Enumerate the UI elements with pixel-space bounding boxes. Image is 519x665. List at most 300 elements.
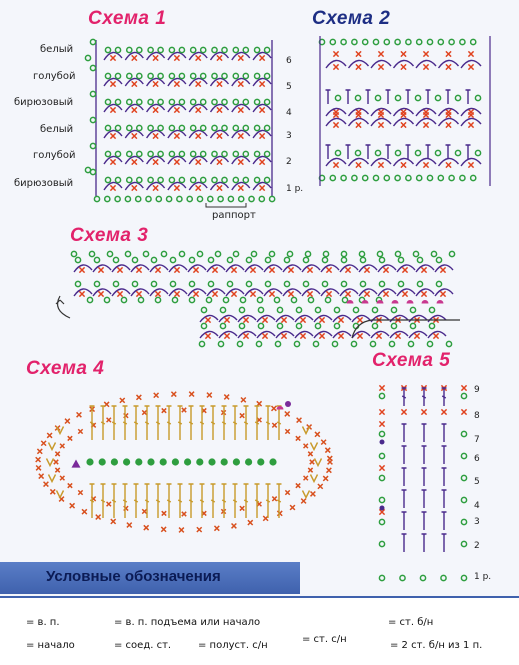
- chain-circle-icon: [259, 196, 264, 201]
- single-crochet-x-icon: [47, 433, 52, 438]
- chain-circle-icon: [212, 47, 217, 52]
- single-crochet-x-icon: [248, 520, 253, 525]
- single-crochet-x-icon: [110, 159, 115, 164]
- single-crochet-x-icon: [308, 452, 312, 456]
- single-crochet-x-icon: [117, 267, 122, 272]
- half-double-crochet-icon: [402, 424, 407, 442]
- single-crochet-x-icon: [269, 291, 274, 296]
- single-crochet-x-icon: [327, 456, 332, 461]
- chain-circle-icon: [233, 177, 238, 182]
- chain-circle-icon: [179, 177, 184, 182]
- half-double-crochet-icon: [422, 468, 427, 486]
- single-crochet-x-icon: [277, 511, 282, 516]
- chain-circle-icon: [137, 177, 142, 182]
- single-crochet-x-icon: [217, 81, 222, 86]
- single-crochet-x-icon: [269, 267, 274, 272]
- chain-circle-icon: [132, 257, 137, 262]
- chain-circle-icon: [137, 73, 142, 78]
- chain-circle-icon: [137, 99, 142, 104]
- chain-circle-icon: [251, 251, 256, 256]
- single-crochet-x-icon: [333, 64, 338, 69]
- chain-circle-icon: [201, 307, 206, 312]
- double-crochet-icon: [101, 406, 106, 440]
- single-crochet-x-icon: [379, 385, 384, 390]
- single-crochet-x-icon: [182, 408, 186, 412]
- chain-circle-icon: [105, 73, 110, 78]
- chain-circle-icon: [410, 307, 415, 312]
- chain-circle-icon: [148, 73, 153, 78]
- chain-circle-icon: [179, 99, 184, 104]
- s3-arrow-right: [352, 320, 460, 338]
- chain-circle-icon: [379, 541, 384, 546]
- chain-circle-icon: [132, 281, 137, 286]
- single-crochet-x-icon: [383, 291, 388, 296]
- chain-circle-icon: [417, 257, 422, 262]
- chain-circle-icon: [334, 307, 339, 312]
- single-crochet-x-icon: [240, 413, 244, 417]
- chain-circle-icon: [71, 251, 76, 256]
- chain-circle-icon: [284, 257, 289, 262]
- single-crochet-x-icon: [153, 81, 158, 86]
- s1-color-label: голубой: [33, 71, 76, 82]
- chain-circle-icon: [113, 257, 118, 262]
- chain-circle-icon: [461, 431, 466, 436]
- single-crochet-x-icon: [356, 64, 361, 69]
- single-crochet-x-icon: [364, 291, 369, 296]
- single-crochet-x-icon: [196, 107, 201, 112]
- double-crochet-icon: [255, 406, 260, 440]
- chain-circle-icon: [243, 99, 248, 104]
- single-crochet-x-icon: [153, 133, 158, 138]
- chain-circle-icon: [363, 175, 368, 180]
- half-double-crochet-icon: [426, 90, 431, 104]
- chain-circle-icon: [137, 125, 142, 130]
- chain-circle-icon: [94, 257, 99, 262]
- single-crochet-x-icon: [327, 468, 332, 473]
- chain-circle-icon: [377, 251, 382, 256]
- chain-circle-icon: [137, 47, 142, 52]
- single-crochet-x-icon: [433, 333, 438, 338]
- single-crochet-x-icon: [79, 291, 84, 296]
- single-crochet-x-icon: [232, 523, 237, 528]
- single-crochet-x-icon: [238, 55, 243, 60]
- single-crochet-x-icon: [285, 429, 289, 433]
- single-crochet-x-icon: [272, 423, 276, 427]
- chain-circle-icon: [151, 257, 156, 262]
- chain-circle-icon: [417, 39, 422, 44]
- chain-circle-icon: [255, 125, 260, 130]
- single-crochet-x-icon: [132, 81, 137, 86]
- chain-circle-icon: [113, 281, 118, 286]
- chain-circle-icon: [249, 196, 254, 201]
- single-crochet-x-icon: [212, 291, 217, 296]
- single-crochet-x-icon: [378, 112, 383, 117]
- turn-dot-icon: [233, 458, 240, 465]
- chain-circle-icon: [461, 475, 466, 480]
- single-crochet-x-icon: [155, 291, 160, 296]
- s1-row-number: 6: [286, 56, 292, 66]
- chain-circle-icon: [179, 47, 184, 52]
- s5-row-number: 3: [474, 517, 480, 527]
- double-crochet-icon: [112, 406, 117, 440]
- s1-color-label: голубой: [33, 150, 76, 161]
- chain-circle-icon: [379, 497, 384, 502]
- chain-circle-icon: [233, 73, 238, 78]
- chain-circle-icon: [240, 297, 245, 302]
- single-crochet-x-icon: [378, 122, 383, 127]
- chain-circle-icon: [379, 519, 384, 524]
- chain-circle-icon: [215, 251, 220, 256]
- single-crochet-x-icon: [132, 159, 137, 164]
- turn-dot-icon: [245, 458, 252, 465]
- chain-circle-icon: [191, 99, 196, 104]
- chain-circle-icon: [436, 281, 441, 286]
- s1-color-label: бирюзовый: [14, 97, 74, 108]
- v-stitch-icon: [303, 427, 310, 434]
- turn-dot-icon: [135, 458, 142, 465]
- single-crochet-x-icon: [285, 490, 289, 494]
- single-crochet-x-icon: [440, 267, 445, 272]
- single-crochet-x-icon: [153, 185, 158, 190]
- chain-circle-icon: [179, 251, 184, 256]
- half-double-crochet-icon: [366, 145, 371, 159]
- single-crochet-x-icon: [41, 441, 46, 446]
- single-crochet-x-icon: [182, 512, 186, 516]
- single-crochet-x-icon: [212, 267, 217, 272]
- slip-stitch-icon: [407, 300, 414, 304]
- turn-dot-icon: [147, 458, 154, 465]
- single-crochet-x-icon: [345, 291, 350, 296]
- chain-circle-icon: [323, 251, 328, 256]
- chain-circle-icon: [265, 125, 270, 130]
- chain-circle-icon: [258, 307, 263, 312]
- chain-circle-icon: [212, 125, 217, 130]
- single-crochet-x-icon: [238, 185, 243, 190]
- single-crochet-x-icon: [260, 185, 265, 190]
- half-double-crochet-icon: [326, 90, 331, 104]
- double-crochet-icon: [156, 406, 161, 440]
- single-crochet-x-icon: [281, 333, 286, 338]
- single-crochet-x-icon: [224, 395, 229, 400]
- chain-circle-icon: [287, 251, 292, 256]
- single-crochet-x-icon: [288, 291, 293, 296]
- chain-circle-icon: [360, 281, 365, 286]
- chain-circle-icon: [158, 125, 163, 130]
- half-double-crochet-icon: [402, 534, 407, 552]
- single-crochet-x-icon: [68, 483, 72, 487]
- turn-dot-icon: [184, 458, 191, 465]
- double-crochet-icon: [266, 484, 271, 518]
- chain-circle-icon: [233, 151, 238, 156]
- single-crochet-x-icon: [174, 107, 179, 112]
- half-double-crochet-icon: [442, 534, 447, 552]
- chain-circle-icon: [265, 73, 270, 78]
- single-crochet-x-icon: [174, 81, 179, 86]
- chain-circle-icon: [265, 257, 270, 262]
- chain-circle-icon: [172, 297, 177, 302]
- chain-circle-icon: [352, 39, 357, 44]
- single-crochet-x-icon: [98, 267, 103, 272]
- s1-row-number: 1 р.: [286, 184, 304, 194]
- single-crochet-x-icon: [174, 55, 179, 60]
- half-double-crochet-icon: [386, 145, 391, 159]
- single-crochet-x-icon: [193, 267, 198, 272]
- s5-row-number: 6: [474, 454, 480, 464]
- chain-circle-icon: [227, 257, 232, 262]
- single-crochet-x-icon: [401, 51, 406, 56]
- chain-circle-icon: [406, 175, 411, 180]
- single-crochet-x-icon: [205, 317, 210, 322]
- single-crochet-x-icon: [238, 81, 243, 86]
- single-crochet-x-icon: [243, 333, 248, 338]
- chain-circle-icon: [201, 47, 206, 52]
- single-crochet-x-icon: [79, 267, 84, 272]
- v-stitch-icon: [49, 443, 56, 450]
- chain-circle-icon: [208, 257, 213, 262]
- chain-circle-icon: [218, 196, 223, 201]
- single-crochet-x-icon: [132, 107, 137, 112]
- single-crochet-x-icon: [378, 51, 383, 56]
- single-crochet-x-icon: [174, 159, 179, 164]
- single-crochet-x-icon: [260, 55, 265, 60]
- half-double-crochet-icon: [422, 512, 427, 530]
- single-crochet-x-icon: [333, 162, 338, 167]
- single-crochet-x-icon: [300, 317, 305, 322]
- double-crochet-icon: [266, 406, 271, 440]
- chain-circle-icon: [148, 47, 153, 52]
- legend-single-crochet: = ст. б/н: [388, 617, 434, 628]
- single-crochet-x-icon: [401, 409, 406, 414]
- chain-circle-icon: [449, 175, 454, 180]
- double-crochet-icon: [211, 406, 216, 440]
- single-crochet-x-icon: [153, 107, 158, 112]
- chain-circle-icon: [212, 99, 217, 104]
- double-crochet-icon: [211, 484, 216, 518]
- chain-circle-icon: [436, 257, 441, 262]
- s1-row-number: 3: [286, 131, 292, 141]
- half-double-crochet-icon: [402, 490, 407, 508]
- chain-circle-icon: [408, 341, 413, 346]
- s5-row-number: 8: [474, 411, 480, 421]
- chain-circle-icon: [255, 177, 260, 182]
- single-crochet-x-icon: [55, 452, 59, 456]
- chain-circle-icon: [355, 150, 360, 155]
- chain-circle-icon: [384, 39, 389, 44]
- chain-circle-icon: [155, 297, 160, 302]
- chain-circle-icon: [228, 196, 233, 201]
- turn-dot-icon: [221, 458, 228, 465]
- chain-circle-icon: [420, 575, 425, 580]
- half-double-crochet-icon: [442, 446, 447, 464]
- chain-circle-icon: [222, 47, 227, 52]
- chain-circle-icon: [243, 177, 248, 182]
- single-crochet-x-icon: [189, 392, 194, 397]
- legend-panel: [0, 596, 519, 665]
- chain-circle-icon: [191, 177, 196, 182]
- chain-circle-icon: [107, 251, 112, 256]
- half-double-crochet-icon: [426, 145, 431, 159]
- chain-circle-icon: [115, 47, 120, 52]
- chain-circle-icon: [370, 341, 375, 346]
- chain-circle-icon: [212, 151, 217, 156]
- chain-circle-icon: [294, 341, 299, 346]
- chain-circle-icon: [201, 151, 206, 156]
- chain-circle-icon: [372, 323, 377, 328]
- turn-dot-icon: [257, 458, 264, 465]
- double-crochet-icon: [101, 484, 106, 518]
- chain-circle-icon: [158, 177, 163, 182]
- chain-circle-icon: [222, 125, 227, 130]
- chain-circle-icon: [277, 307, 282, 312]
- single-crochet-x-icon: [357, 333, 362, 338]
- single-crochet-x-icon: [162, 511, 166, 515]
- turn-dot-icon: [160, 458, 167, 465]
- chain-circle-icon: [191, 125, 196, 130]
- chain-circle-icon: [169, 73, 174, 78]
- single-crochet-x-icon: [323, 476, 328, 481]
- single-crochet-x-icon: [379, 409, 384, 414]
- single-crochet-x-icon: [338, 317, 343, 322]
- half-double-crochet-icon: [466, 145, 471, 159]
- s1-color-label: белый: [40, 124, 74, 135]
- single-crochet-x-icon: [68, 436, 72, 440]
- single-crochet-x-icon: [193, 291, 198, 296]
- chain-circle-icon: [170, 281, 175, 286]
- s5-row-number: 5: [474, 477, 480, 487]
- chain-circle-icon: [335, 95, 340, 100]
- single-crochet-x-icon: [241, 397, 246, 402]
- single-crochet-x-icon: [446, 162, 451, 167]
- chain-circle-icon: [308, 297, 313, 302]
- start-triangle-icon: [72, 460, 81, 468]
- chain-circle-icon: [90, 143, 95, 148]
- chain-circle-icon: [146, 196, 151, 201]
- single-crochet-x-icon: [217, 185, 222, 190]
- single-crochet-x-icon: [423, 112, 428, 117]
- single-crochet-x-icon: [304, 444, 308, 448]
- single-crochet-x-icon: [402, 291, 407, 296]
- chain-circle-icon: [138, 297, 143, 302]
- single-crochet-x-icon: [82, 509, 87, 514]
- chain-circle-icon: [471, 39, 476, 44]
- double-crochet-icon: [112, 484, 117, 518]
- chain-circle-icon: [156, 196, 161, 201]
- chain-circle-icon: [379, 257, 384, 262]
- half-double-crochet-icon: [446, 90, 451, 104]
- single-crochet-x-icon: [356, 112, 361, 117]
- chain-circle-icon: [334, 323, 339, 328]
- turn-dot-icon: [172, 458, 179, 465]
- chain-circle-icon: [191, 73, 196, 78]
- chain-circle-icon: [105, 177, 110, 182]
- chain-circle-icon: [90, 91, 95, 96]
- single-crochet-x-icon: [321, 440, 326, 445]
- double-crochet-icon: [134, 484, 139, 518]
- chain-circle-icon: [449, 39, 454, 44]
- single-crochet-x-icon: [262, 333, 267, 338]
- chain-circle-icon: [274, 297, 279, 302]
- chain-circle-icon: [360, 257, 365, 262]
- single-crochet-x-icon: [142, 410, 146, 414]
- chain-circle-icon: [127, 125, 132, 130]
- chain-circle-icon: [158, 151, 163, 156]
- legend-start: = начало: [26, 640, 75, 651]
- chain-circle-icon: [341, 39, 346, 44]
- single-crochet-x-icon: [196, 81, 201, 86]
- chain-circle-icon: [296, 323, 301, 328]
- single-crochet-x-icon: [136, 267, 141, 272]
- single-crochet-x-icon: [214, 526, 219, 531]
- slip-stitch-icon: [377, 300, 384, 304]
- half-double-crochet-icon: [422, 534, 427, 552]
- single-crochet-x-icon: [333, 51, 338, 56]
- chain-circle-icon: [277, 323, 282, 328]
- single-crochet-x-icon: [461, 409, 466, 414]
- chain-circle-icon: [179, 151, 184, 156]
- single-crochet-x-icon: [285, 412, 290, 417]
- single-crochet-x-icon: [120, 398, 125, 403]
- single-crochet-x-icon: [54, 460, 58, 464]
- legend-turning-chain: = в. п. подъема или начало: [114, 617, 261, 628]
- single-crochet-x-icon: [440, 291, 445, 296]
- turn-dot-icon: [99, 458, 106, 465]
- single-crochet-x-icon: [127, 523, 132, 528]
- chain-circle-icon: [105, 99, 110, 104]
- s5-row-number: 2: [474, 541, 480, 551]
- chain-circle-icon: [90, 117, 95, 122]
- half-double-crochet-icon: [446, 145, 451, 159]
- turn-dot-icon: [269, 458, 276, 465]
- half-double-crochet-icon: [442, 468, 447, 486]
- single-crochet-x-icon: [356, 162, 361, 167]
- single-crochet-x-icon: [296, 436, 300, 440]
- single-crochet-x-icon: [153, 55, 158, 60]
- chain-circle-icon: [429, 307, 434, 312]
- single-crochet-x-icon: [446, 122, 451, 127]
- chain-circle-icon: [256, 341, 261, 346]
- chain-circle-icon: [115, 125, 120, 130]
- single-crochet-x-icon: [155, 267, 160, 272]
- v-stitch-icon: [311, 475, 318, 482]
- single-crochet-x-icon: [423, 51, 428, 56]
- single-crochet-x-icon: [461, 385, 466, 390]
- single-crochet-x-icon: [207, 393, 212, 398]
- chain-circle-icon: [115, 177, 120, 182]
- chain-circle-icon: [220, 323, 225, 328]
- chain-circle-icon: [265, 47, 270, 52]
- chain-circle-icon: [148, 125, 153, 130]
- chain-circle-icon: [427, 39, 432, 44]
- single-crochet-x-icon: [401, 64, 406, 69]
- legend-two-sc: = 2 ст. б/н из 1 п.: [390, 640, 483, 651]
- chain-circle-icon: [94, 281, 99, 286]
- single-crochet-x-icon: [70, 503, 75, 508]
- chain-circle-icon: [352, 175, 357, 180]
- half-double-crochet-icon: [442, 512, 447, 530]
- chain-circle-icon: [395, 95, 400, 100]
- double-crochet-icon: [233, 484, 238, 518]
- chain-circle-icon: [375, 150, 380, 155]
- single-crochet-x-icon: [325, 448, 330, 453]
- chain-circle-icon: [475, 95, 480, 100]
- chain-circle-icon: [233, 125, 238, 130]
- chain-circle-icon: [87, 297, 92, 302]
- legend-half-double: = полуст. с/н: [198, 640, 268, 651]
- chain-circle-icon: [341, 251, 346, 256]
- chain-circle-icon: [475, 150, 480, 155]
- single-crochet-x-icon: [110, 185, 115, 190]
- chain-circle-icon: [218, 341, 223, 346]
